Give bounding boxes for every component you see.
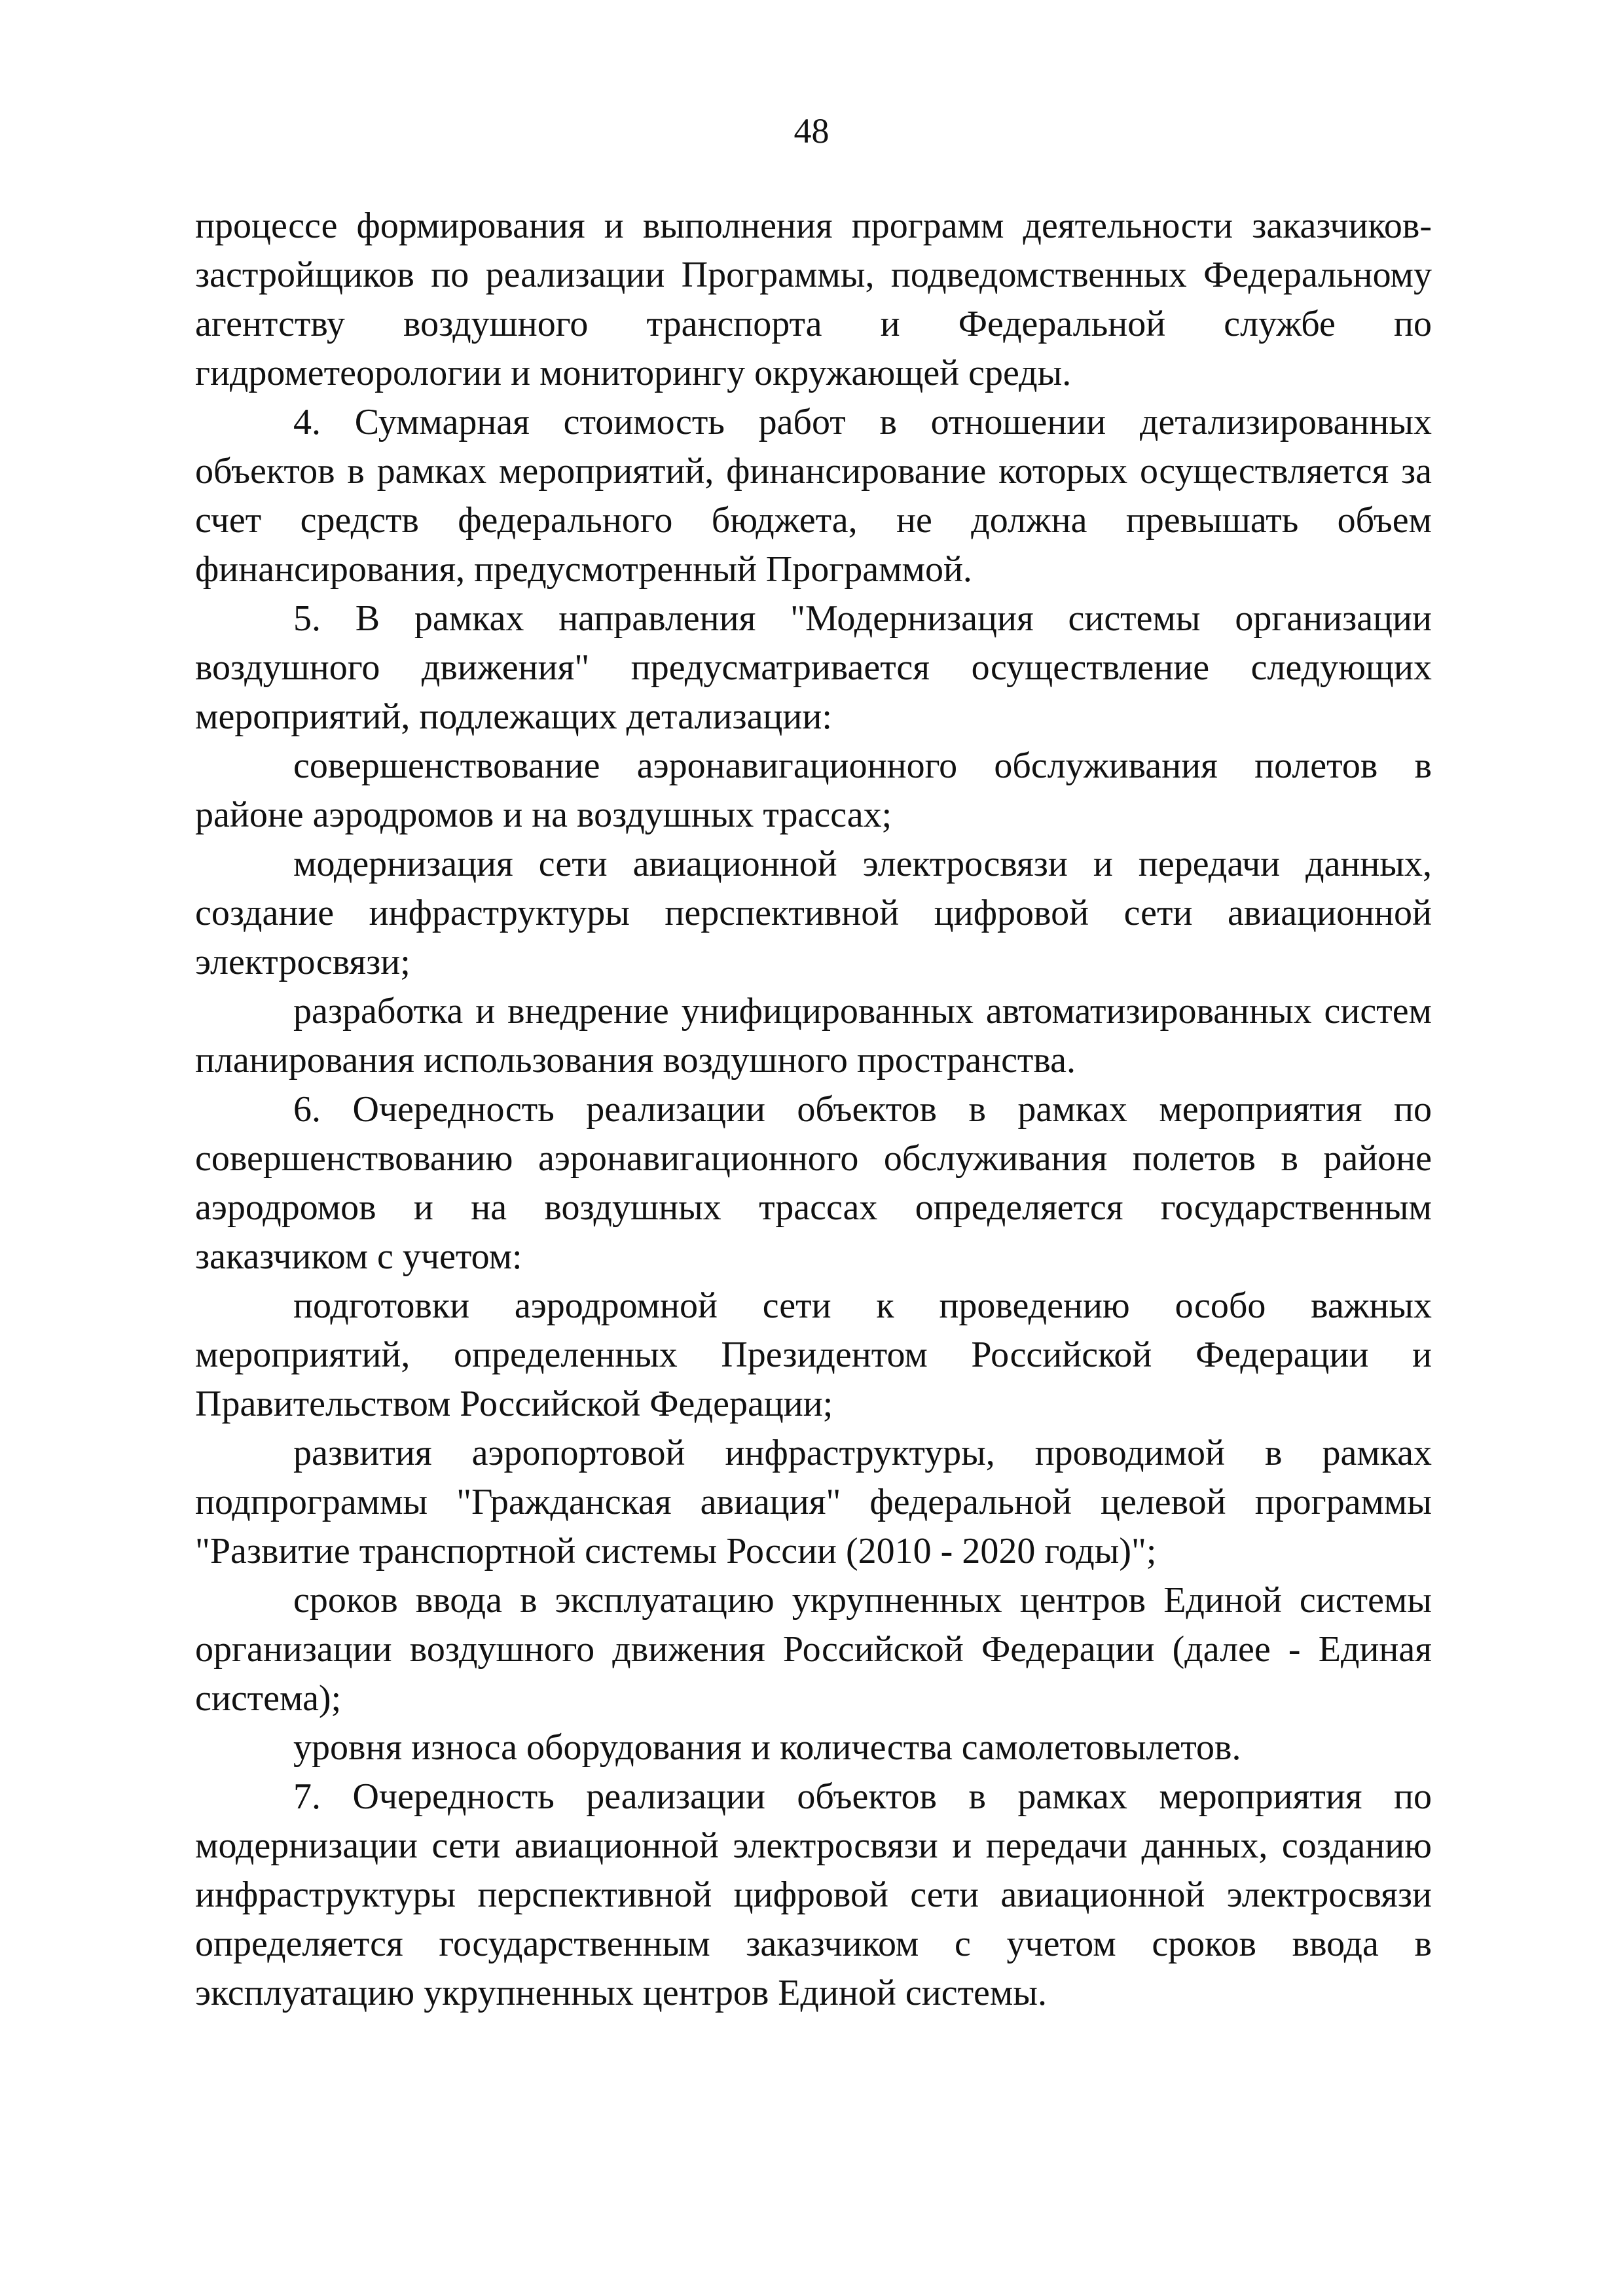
- paragraph-item-5: 5. В рамках направления "Модернизация системы организации воздушного движения" предусматривается осуществление следующих мероприятий, подлежащих детализации:: [195, 598, 1432, 737]
- paragraph-item-6: 6. Очередность реализации объектов в рамках мероприятия по совершенствованию аэронавигационного обслуживания полетов в районе аэродромов и на воздушных трассах определяется государственным заказчиком с учетом:: [195, 1089, 1432, 1277]
- list-item-aeronavigation: совершенствование аэронавигационного обслуживания полетов в районе аэродромов и на воздушных трассах;: [195, 745, 1432, 835]
- paragraph-item-7: 7. Очередность реализации объектов в рамках мероприятия по модернизации сети авиационной электросвязи и передачи данных, созданию инфраструктуры перспективной цифровой сети авиационной электросвязи определяется государственным заказчиком с учетом сроков ввода в эксплуатацию укрупненных центров Единой системы.: [195, 1776, 1432, 2013]
- list-item-telecom-network: модернизация сети авиационной электросвязи и передачи данных, создание инфраструктуры перспективной цифровой сети авиационной электросвязи;: [195, 844, 1432, 982]
- list-item-airspace-planning: разработка и внедрение унифицированных автоматизированных систем планирования использования воздушного пространства.: [195, 991, 1432, 1081]
- paragraph-continuation: процессе формирования и выполнения программ деятельности заказчиков-застройщиков по реализации Программы, подведомственных Федеральному агентству воздушного транспорта и Федеральной службе по гидрометеорологии и мониторингу окружающей среды.: [195, 206, 1432, 393]
- list-item-airport-infrastructure: развития аэропортовой инфраструктуры, проводимой в рамках подпрограммы "Гражданская авиация" федеральной целевой программы "Развитие транспортной системы России (2010 - 2020 годы)";: [195, 1433, 1432, 1571]
- document-body: [195, 202, 1432, 2018]
- list-item-aerodrome-network: подготовки аэродромной сети к проведению особо важных мероприятий, определенных Президентом Российской Федерации и Правительством Российской Федерации;: [195, 1285, 1432, 1424]
- paragraph-item-4: 4. Суммарная стоимость работ в отношении детализированных объектов в рамках мероприятий, финансирование которых осуществляется за счет средств федерального бюджета, не должна превышать объем финансирования, предусмотренный Программой.: [195, 402, 1432, 590]
- list-item-commissioning-terms: сроков ввода в эксплуатацию укрупненных центров Единой системы организации воздушного движения Российской Федерации (далее - Единая система);: [195, 1580, 1432, 1719]
- page-number: 48: [793, 111, 830, 151]
- list-item-equipment-wear: уровня износа оборудования и количества самолетовылетов.: [293, 1727, 1241, 1768]
